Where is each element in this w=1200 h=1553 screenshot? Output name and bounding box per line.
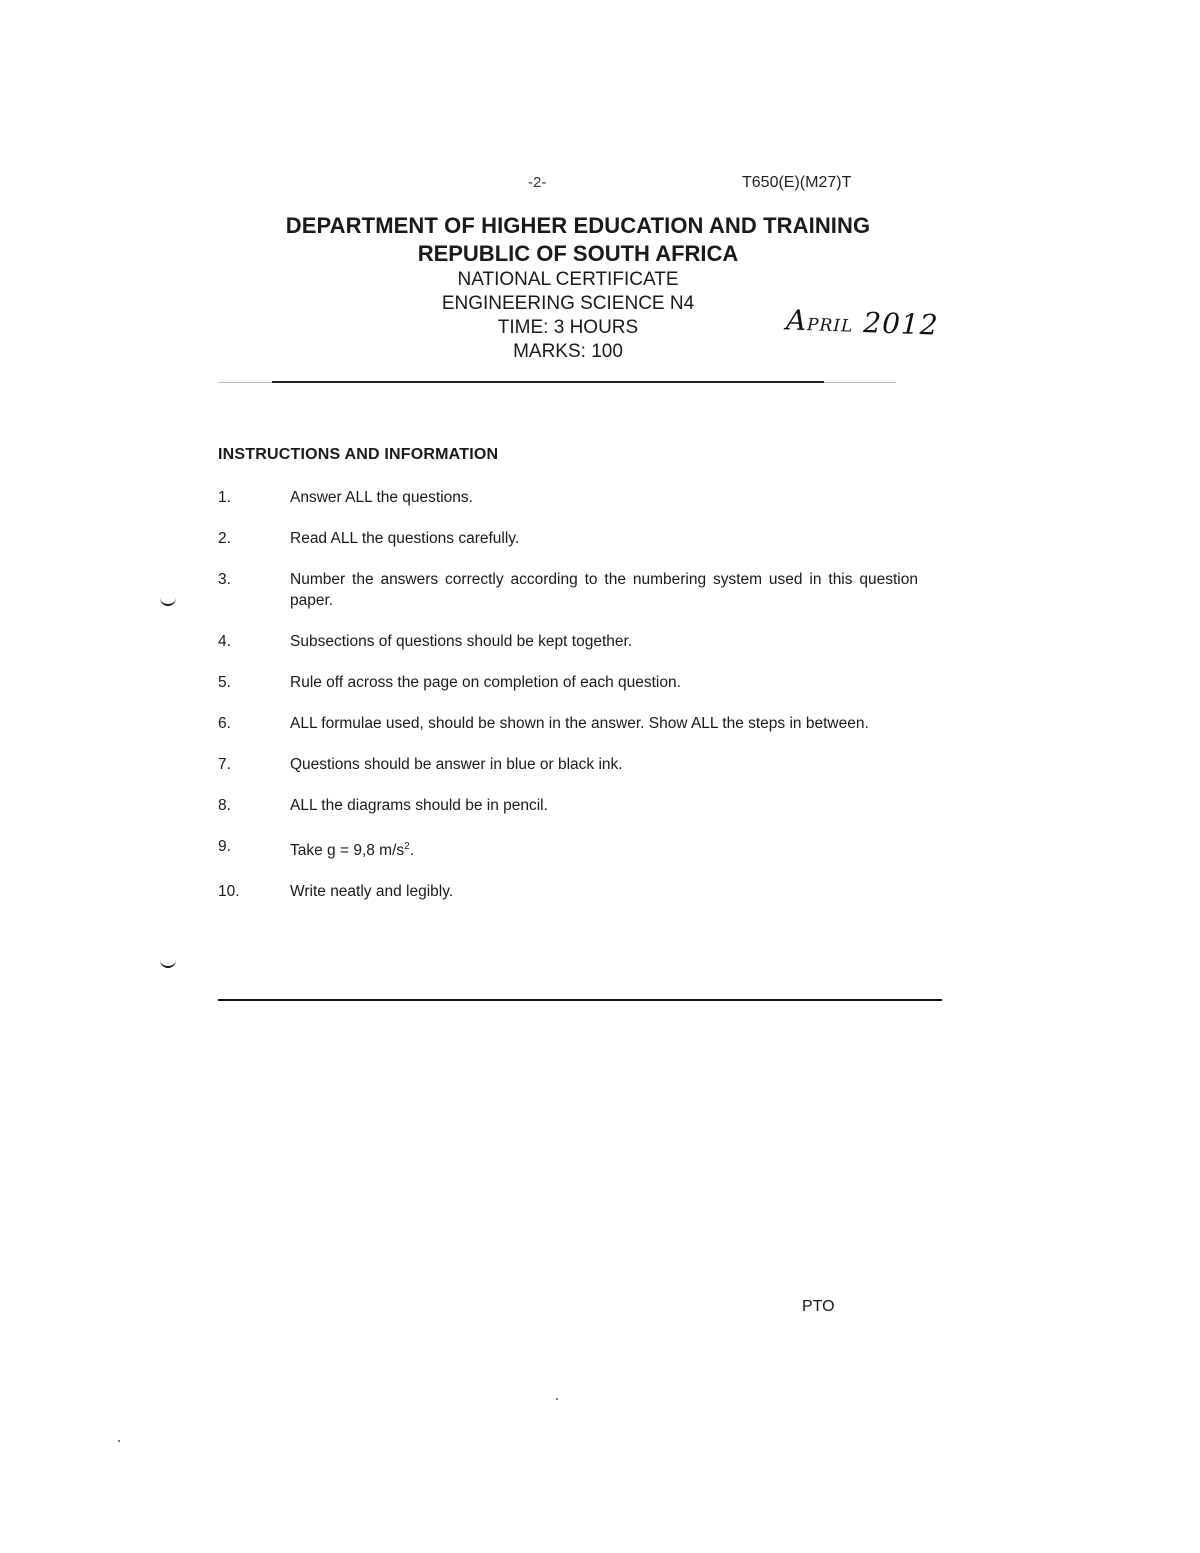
top-rule bbox=[272, 381, 824, 383]
instruction-number: 7. bbox=[218, 756, 231, 773]
binder-hole-mark bbox=[160, 598, 176, 606]
paper-code: T650(E)(M27)T bbox=[742, 174, 852, 191]
instruction-item bbox=[218, 569, 918, 611]
instruction-number: 1. bbox=[218, 489, 231, 506]
instruction-item bbox=[218, 631, 918, 652]
instruction-number: 6. bbox=[218, 715, 231, 732]
instruction-text: Subsections of questions should be kept together. bbox=[290, 633, 633, 650]
instruction-item bbox=[218, 836, 918, 861]
gravity-exponent: 2 bbox=[404, 841, 410, 852]
instruction-number: 4. bbox=[218, 633, 231, 650]
pto-label: PTO bbox=[802, 1298, 835, 1315]
title-block bbox=[200, 212, 956, 364]
page-number: -2- bbox=[528, 174, 547, 191]
instruction-text: ALL formulae used, should be shown in the answer. Show ALL the steps in between. bbox=[290, 715, 869, 732]
instruction-text: Rule off across the page on completion of each question. bbox=[290, 674, 681, 691]
instruction-number: 5. bbox=[218, 674, 231, 691]
instruction-number: 2. bbox=[218, 530, 231, 547]
handwritten-date-year: 2012 bbox=[862, 306, 940, 342]
subject-line: ENGINEERING SCIENCE N4 bbox=[441, 293, 695, 314]
gravity-text-end: . bbox=[409, 842, 415, 860]
bottom-rule bbox=[218, 999, 942, 1001]
instruction-number: 3. bbox=[218, 571, 231, 588]
instruction-item bbox=[218, 881, 918, 902]
department-title: DEPARTMENT OF HIGHER EDUCATION AND TRAINING bbox=[285, 213, 871, 238]
instruction-number: 10. bbox=[218, 883, 240, 901]
instruction-text: Write neatly and legibly. bbox=[290, 883, 454, 901]
scan-speck bbox=[556, 1398, 558, 1400]
instruction-text: Answer ALL the questions. bbox=[290, 489, 473, 506]
instruction-item bbox=[218, 528, 918, 549]
instruction-item bbox=[218, 487, 918, 508]
handwritten-date bbox=[785, 303, 939, 341]
instructions-list bbox=[218, 487, 918, 922]
scan-speck bbox=[118, 1440, 120, 1442]
certificate-line: NATIONAL CERTIFICATE bbox=[457, 269, 679, 290]
instruction-text: Number the answers correctly according to the numbering system used in this question paper. bbox=[290, 571, 918, 609]
instruction-item bbox=[218, 672, 918, 693]
instruction-text: Questions should be answer in blue or black ink. bbox=[290, 756, 623, 773]
handwritten-date-month: PRIL bbox=[806, 315, 854, 337]
time-line: TIME: 3 HOURS bbox=[497, 317, 639, 338]
instruction-number: 9. bbox=[218, 838, 231, 855]
gravity-text: Take g = 9,8 m/s bbox=[290, 842, 405, 860]
country-title: REPUBLIC OF SOUTH AFRICA bbox=[417, 241, 739, 266]
instruction-text: ALL the diagrams should be in pencil. bbox=[290, 797, 548, 814]
handwritten-date-initial: A bbox=[785, 303, 808, 338]
instruction-item bbox=[218, 795, 918, 816]
binder-hole-mark bbox=[160, 960, 176, 968]
marks-line: MARKS: 100 bbox=[513, 341, 623, 362]
instruction-text: Read ALL the questions carefully. bbox=[290, 530, 520, 547]
instruction-text bbox=[290, 836, 918, 861]
instructions-title: INSTRUCTIONS AND INFORMATION bbox=[218, 446, 499, 463]
instruction-item bbox=[218, 754, 918, 775]
instruction-item bbox=[218, 713, 918, 734]
instruction-number: 8. bbox=[218, 797, 231, 814]
